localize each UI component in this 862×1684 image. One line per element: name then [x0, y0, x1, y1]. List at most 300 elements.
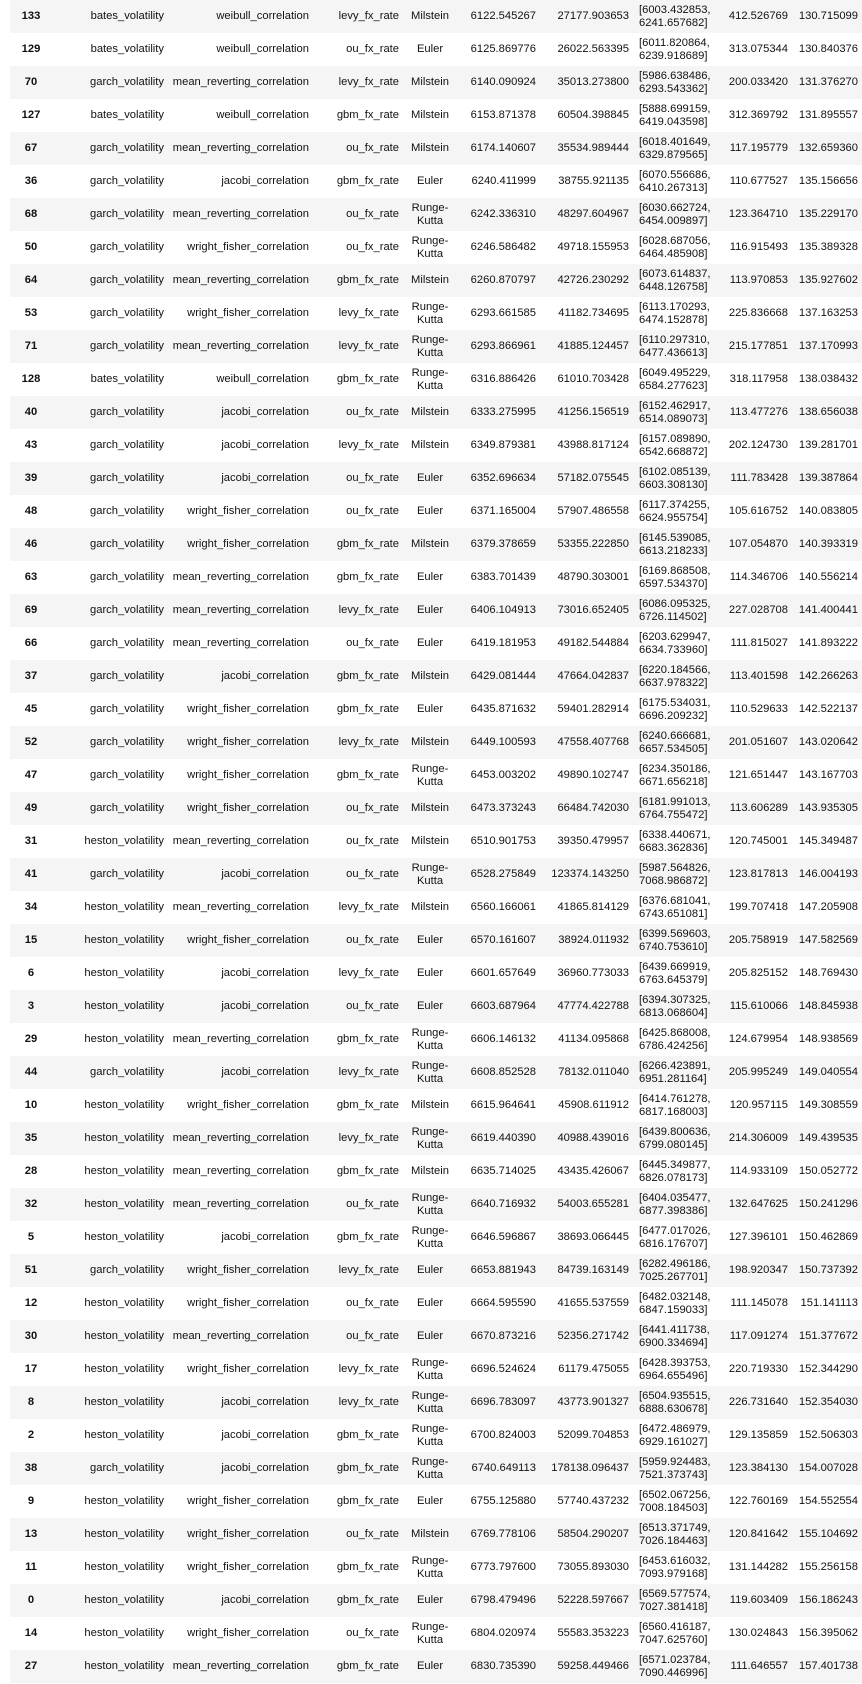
volatility-model-cell: garch_volatility — [90, 472, 164, 485]
metric-b-cell: 150.737392 — [798, 1264, 858, 1277]
mean-cell: 6333.275995 — [470, 406, 536, 419]
volatility-model-cell: heston_volatility — [84, 1495, 164, 1508]
mean-cell: 6615.964641 — [470, 1099, 536, 1112]
fx-rate-model-cell: ou_fx_rate — [346, 802, 399, 815]
mean-cell: 6646.596867 — [470, 1231, 536, 1244]
variance-cell: 52228.597667 — [557, 1594, 629, 1607]
volatility-model-cell: heston_volatility — [84, 1363, 164, 1376]
mean-cell: 6174.140607 — [470, 142, 536, 155]
correlation-model-cell: jacobi_correlation — [221, 472, 309, 485]
volatility-model-cell: heston_volatility — [84, 901, 164, 914]
volatility-model-cell: garch_volatility — [90, 802, 164, 815]
metric-b-cell: 156.186243 — [798, 1594, 858, 1607]
confidence-interval-cell: [6234.350186, 6671.656218] — [639, 763, 711, 788]
table-row — [10, 1188, 862, 1221]
table-row — [10, 33, 862, 66]
results-table — [10, 0, 862, 1683]
metric-a-cell: 202.124730 — [728, 439, 788, 452]
mean-cell: 6769.778106 — [470, 1528, 536, 1541]
correlation-model-cell: wright_fisher_correlation — [187, 538, 309, 551]
volatility-model-cell: garch_volatility — [90, 406, 164, 419]
method-cell: Runge-Kutta — [411, 862, 449, 887]
correlation-model-cell: wright_fisher_correlation — [187, 1099, 309, 1112]
table-row — [10, 495, 862, 528]
metric-b-cell: 140.556214 — [798, 571, 858, 584]
table-row — [10, 429, 862, 462]
correlation-model-cell: jacobi_correlation — [221, 1066, 309, 1079]
table-row — [10, 759, 862, 792]
variance-cell: 73055.893030 — [557, 1561, 629, 1574]
mean-cell: 6435.871632 — [470, 703, 536, 716]
metric-b-cell: 150.052772 — [798, 1165, 858, 1178]
method-cell: Euler — [416, 934, 444, 947]
volatility-model-cell: bates_volatility — [90, 10, 164, 23]
method-cell: Runge-Kutta — [411, 202, 449, 227]
metric-b-cell: 143.167703 — [798, 769, 858, 782]
metric-a-cell: 105.616752 — [728, 505, 788, 518]
fx-rate-model-cell: gbm_fx_rate — [336, 274, 399, 287]
volatility-model-cell: garch_volatility — [90, 868, 164, 881]
confidence-interval-cell: [6266.423891, 6951.281164] — [639, 1060, 711, 1085]
row-index-cell: 67 — [24, 142, 38, 155]
variance-cell: 27177.903653 — [557, 10, 629, 23]
volatility-model-cell: garch_volatility — [90, 1264, 164, 1277]
table-row — [10, 1518, 862, 1551]
fx-rate-model-cell: gbm_fx_rate — [336, 1660, 399, 1673]
method-cell: Milstein — [411, 10, 449, 23]
volatility-model-cell: garch_volatility — [90, 274, 164, 287]
confidence-interval-cell: [6240.666681, 6657.534505] — [639, 730, 711, 755]
metric-a-cell: 120.745001 — [728, 835, 788, 848]
confidence-interval-cell: [6376.681041, 6743.651081] — [639, 895, 711, 920]
metric-b-cell: 132.659360 — [798, 142, 858, 155]
confidence-interval-cell: [6282.496186, 7025.267701] — [639, 1258, 711, 1283]
table-row — [10, 132, 862, 165]
correlation-model-cell: weibull_correlation — [216, 43, 309, 56]
mean-cell: 6740.649113 — [471, 1462, 536, 1475]
row-index-cell: 63 — [24, 571, 38, 584]
metric-b-cell: 130.840376 — [798, 43, 858, 56]
volatility-model-cell: heston_volatility — [84, 1528, 164, 1541]
correlation-model-cell: jacobi_correlation — [221, 967, 309, 980]
volatility-model-cell: garch_volatility — [90, 208, 164, 221]
confidence-interval-cell: [6018.401649, 6329.879565] — [639, 136, 711, 161]
metric-a-cell: 113.970853 — [729, 274, 788, 287]
metric-b-cell: 139.387864 — [798, 472, 858, 485]
variance-cell: 26022.563395 — [557, 43, 629, 56]
method-cell: Euler — [416, 1297, 444, 1310]
mean-cell: 6606.146132 — [470, 1033, 536, 1046]
correlation-model-cell: wright_fisher_correlation — [187, 802, 309, 815]
table-row — [10, 165, 862, 198]
fx-rate-model-cell: levy_fx_rate — [338, 736, 399, 749]
volatility-model-cell: bates_volatility — [90, 373, 164, 386]
confidence-interval-cell: [6003.432853, 6241.657682] — [639, 4, 711, 29]
confidence-interval-cell: [6502.067256, 7008.184503] — [639, 1489, 711, 1514]
correlation-model-cell: wright_fisher_correlation — [187, 505, 309, 518]
mean-cell: 6664.595590 — [470, 1297, 536, 1310]
volatility-model-cell: heston_volatility — [84, 1429, 164, 1442]
fx-rate-model-cell: gbm_fx_rate — [336, 373, 399, 386]
row-index-cell: 14 — [24, 1627, 38, 1640]
mean-cell: 6349.879381 — [470, 439, 536, 452]
method-cell: Milstein — [411, 802, 449, 815]
method-cell: Milstein — [411, 835, 449, 848]
mean-cell: 6419.181953 — [470, 637, 536, 650]
method-cell: Milstein — [411, 1165, 449, 1178]
row-index-cell: 68 — [24, 208, 38, 221]
table-row — [10, 1122, 862, 1155]
volatility-model-cell: heston_volatility — [84, 934, 164, 947]
correlation-model-cell: wright_fisher_correlation — [187, 307, 309, 320]
correlation-model-cell: wright_fisher_correlation — [187, 1627, 309, 1640]
row-index-cell: 53 — [24, 307, 38, 320]
metric-b-cell: 138.656038 — [798, 406, 858, 419]
method-cell: Euler — [416, 571, 444, 584]
volatility-model-cell: heston_volatility — [84, 1231, 164, 1244]
confidence-interval-cell: [6513.371749, 7026.184463] — [639, 1522, 711, 1547]
metric-a-cell: 113.606289 — [729, 802, 788, 815]
method-cell: Euler — [416, 1660, 444, 1673]
variance-cell: 84739.163149 — [557, 1264, 629, 1277]
correlation-model-cell: jacobi_correlation — [221, 1462, 309, 1475]
table-row — [10, 363, 862, 396]
row-index-cell: 29 — [24, 1033, 38, 1046]
fx-rate-model-cell: ou_fx_rate — [346, 1198, 399, 1211]
row-index-cell: 48 — [24, 505, 38, 518]
method-cell: Milstein — [411, 1528, 449, 1541]
fx-rate-model-cell: ou_fx_rate — [346, 1528, 399, 1541]
correlation-model-cell: weibull_correlation — [216, 373, 309, 386]
correlation-model-cell: mean_reverting_correlation — [172, 604, 309, 617]
row-index-cell: 32 — [24, 1198, 38, 1211]
confidence-interval-cell: [6102.085139, 6603.308130] — [639, 466, 711, 491]
metric-a-cell: 205.995249 — [728, 1066, 788, 1079]
confidence-interval-cell: [6181.991013, 6764.755472] — [639, 796, 711, 821]
method-cell: Milstein — [411, 406, 449, 419]
mean-cell: 6379.378659 — [470, 538, 536, 551]
row-index-cell: 5 — [27, 1231, 35, 1244]
metric-a-cell: 113.477276 — [729, 406, 788, 419]
volatility-model-cell: garch_volatility — [90, 538, 164, 551]
metric-b-cell: 131.895557 — [798, 109, 858, 122]
row-index-cell: 8 — [27, 1396, 35, 1409]
variance-cell: 178138.096437 — [551, 1462, 629, 1475]
volatility-model-cell: garch_volatility — [90, 637, 164, 650]
variance-cell: 61010.703428 — [557, 373, 629, 386]
variance-cell: 48297.604967 — [557, 208, 629, 221]
confidence-interval-cell: [6445.349877, 6826.078173] — [639, 1159, 711, 1184]
metric-b-cell: 152.506303 — [798, 1429, 858, 1442]
confidence-interval-cell: [6175.534031, 6696.209232] — [639, 697, 711, 722]
row-index-cell: 69 — [24, 604, 38, 617]
metric-b-cell: 149.439535 — [798, 1132, 858, 1145]
volatility-model-cell: garch_volatility — [90, 340, 164, 353]
row-index-cell: 127 — [21, 109, 41, 122]
row-index-cell: 36 — [24, 175, 38, 188]
mean-cell: 6804.020974 — [470, 1627, 536, 1640]
table-row — [10, 858, 862, 891]
correlation-model-cell: wright_fisher_correlation — [187, 1363, 309, 1376]
row-index-cell: 49 — [24, 802, 38, 815]
confidence-interval-cell: [6110.297310, 6477.436613] — [639, 334, 710, 359]
mean-cell: 6449.100593 — [470, 736, 536, 749]
method-cell: Euler — [416, 1495, 444, 1508]
correlation-model-cell: jacobi_correlation — [221, 1231, 309, 1244]
mean-cell: 6125.869776 — [470, 43, 536, 56]
confidence-interval-cell: [6569.577574, 7027.381418] — [639, 1588, 711, 1613]
volatility-model-cell: heston_volatility — [84, 1000, 164, 1013]
volatility-model-cell: garch_volatility — [90, 604, 164, 617]
table-row — [10, 330, 862, 363]
volatility-model-cell: heston_volatility — [84, 1330, 164, 1343]
variance-cell: 35013.273800 — [557, 76, 629, 89]
table-row — [10, 1353, 862, 1386]
volatility-model-cell: heston_volatility — [84, 1198, 164, 1211]
metric-a-cell: 120.841642 — [728, 1528, 788, 1541]
confidence-interval-cell: [5986.638486, 6293.543362] — [639, 70, 711, 95]
volatility-model-cell: heston_volatility — [84, 835, 164, 848]
metric-b-cell: 151.141113 — [800, 1297, 858, 1310]
metric-b-cell: 142.522137 — [798, 703, 858, 716]
fx-rate-model-cell: levy_fx_rate — [338, 10, 399, 23]
correlation-model-cell: mean_reverting_correlation — [172, 637, 309, 650]
table-row — [10, 1617, 862, 1650]
mean-cell: 6153.871378 — [470, 109, 536, 122]
table-row — [10, 1485, 862, 1518]
variance-cell: 49182.544884 — [557, 637, 629, 650]
mean-cell: 6640.716932 — [470, 1198, 536, 1211]
confidence-interval-cell: [6477.017026, 6816.176707] — [639, 1225, 711, 1250]
mean-cell: 6260.870797 — [470, 274, 536, 287]
method-cell: Euler — [416, 1330, 444, 1343]
metric-a-cell: 199.707418 — [728, 901, 788, 914]
metric-a-cell: 110.529633 — [729, 703, 788, 716]
mean-cell: 6371.165004 — [470, 505, 536, 518]
row-index-cell: 0 — [27, 1594, 35, 1607]
metric-b-cell: 130.715099 — [798, 10, 858, 23]
volatility-model-cell: heston_volatility — [84, 967, 164, 980]
mean-cell: 6246.586482 — [470, 241, 536, 254]
fx-rate-model-cell: ou_fx_rate — [346, 637, 399, 650]
metric-a-cell: 132.647625 — [728, 1198, 788, 1211]
confidence-interval-cell: [6504.935515, 6888.630678] — [639, 1390, 711, 1415]
metric-b-cell: 148.938569 — [798, 1033, 858, 1046]
method-cell: Runge-Kutta — [411, 1060, 449, 1085]
metric-b-cell: 150.462869 — [798, 1231, 858, 1244]
volatility-model-cell: garch_volatility — [90, 769, 164, 782]
metric-a-cell: 412.526769 — [728, 10, 788, 23]
correlation-model-cell: wright_fisher_correlation — [187, 1297, 309, 1310]
table-row — [10, 0, 862, 33]
table-row — [10, 957, 862, 990]
method-cell: Runge-Kutta — [411, 1456, 449, 1481]
fx-rate-model-cell: levy_fx_rate — [338, 1132, 399, 1145]
row-index-cell: 34 — [24, 901, 38, 914]
correlation-model-cell: wright_fisher_correlation — [187, 1264, 309, 1277]
metric-a-cell: 110.677527 — [729, 175, 788, 188]
correlation-model-cell: mean_reverting_correlation — [172, 1660, 309, 1673]
mean-cell: 6510.901753 — [470, 835, 536, 848]
method-cell: Milstein — [411, 901, 449, 914]
volatility-model-cell: garch_volatility — [90, 142, 164, 155]
metric-b-cell: 155.104692 — [798, 1528, 858, 1541]
volatility-model-cell: heston_volatility — [84, 1594, 164, 1607]
metric-b-cell: 148.769430 — [798, 967, 858, 980]
fx-rate-model-cell: ou_fx_rate — [346, 208, 399, 221]
row-index-cell: 41 — [24, 868, 38, 881]
metric-a-cell: 205.758919 — [728, 934, 788, 947]
metric-a-cell: 119.603409 — [729, 1594, 788, 1607]
mean-cell: 6140.090924 — [470, 76, 536, 89]
variance-cell: 123374.143250 — [551, 868, 629, 881]
metric-b-cell: 142.266263 — [798, 670, 858, 683]
metric-a-cell: 111.646557 — [730, 1660, 788, 1673]
volatility-model-cell: garch_volatility — [90, 571, 164, 584]
metric-b-cell: 140.393319 — [798, 538, 858, 551]
method-cell: Milstein — [411, 76, 449, 89]
confidence-interval-cell: [6404.035477, 6877.398386] — [639, 1192, 711, 1217]
confidence-interval-cell: [6070.556686, 6410.267313] — [639, 169, 711, 194]
metric-b-cell: 141.400441 — [798, 604, 858, 617]
volatility-model-cell: bates_volatility — [90, 43, 164, 56]
correlation-model-cell: jacobi_correlation — [221, 1429, 309, 1442]
method-cell: Milstein — [411, 538, 449, 551]
confidence-interval-cell: [6394.307325, 6813.068604] — [639, 994, 711, 1019]
correlation-model-cell: wright_fisher_correlation — [187, 703, 309, 716]
method-cell: Euler — [416, 1594, 444, 1607]
row-index-cell: 51 — [24, 1264, 38, 1277]
confidence-interval-cell: [6220.184566, 6637.978322] — [639, 664, 711, 689]
variance-cell: 48790.303001 — [557, 571, 629, 584]
table-row — [10, 1650, 862, 1683]
mean-cell: 6601.657649 — [470, 967, 536, 980]
method-cell: Euler — [416, 703, 444, 716]
variance-cell: 58504.290207 — [557, 1528, 629, 1541]
mean-cell: 6635.714025 — [470, 1165, 536, 1178]
row-index-cell: 66 — [24, 637, 38, 650]
table-row — [10, 1551, 862, 1584]
mean-cell: 6773.797600 — [470, 1561, 536, 1574]
correlation-model-cell: weibull_correlation — [216, 109, 309, 122]
fx-rate-model-cell: gbm_fx_rate — [336, 1429, 399, 1442]
correlation-model-cell: jacobi_correlation — [221, 1000, 309, 1013]
mean-cell: 6696.524624 — [470, 1363, 536, 1376]
fx-rate-model-cell: gbm_fx_rate — [336, 571, 399, 584]
variance-cell: 41134.095868 — [558, 1033, 629, 1046]
fx-rate-model-cell: ou_fx_rate — [346, 934, 399, 947]
table-row — [10, 1221, 862, 1254]
table-row — [10, 825, 862, 858]
metric-b-cell: 152.354030 — [798, 1396, 858, 1409]
correlation-model-cell: mean_reverting_correlation — [172, 142, 309, 155]
variance-cell: 35534.989444 — [557, 142, 629, 155]
metric-b-cell: 143.020642 — [798, 736, 858, 749]
table-row — [10, 1254, 862, 1287]
table-row — [10, 99, 862, 132]
table-row — [10, 726, 862, 759]
metric-a-cell: 313.075344 — [728, 43, 788, 56]
volatility-model-cell: garch_volatility — [90, 241, 164, 254]
fx-rate-model-cell: levy_fx_rate — [338, 1066, 399, 1079]
metric-b-cell: 140.083805 — [798, 505, 858, 518]
confidence-interval-cell: [6086.095325, 6726.114502] — [639, 598, 711, 623]
mean-cell: 6603.687964 — [470, 1000, 536, 1013]
fx-rate-model-cell: ou_fx_rate — [346, 1297, 399, 1310]
table-row — [10, 528, 862, 561]
fx-rate-model-cell: levy_fx_rate — [338, 901, 399, 914]
metric-a-cell: 131.144282 — [728, 1561, 788, 1574]
correlation-model-cell: jacobi_correlation — [221, 175, 309, 188]
variance-cell: 47774.422788 — [557, 1000, 629, 1013]
metric-b-cell: 155.256158 — [798, 1561, 858, 1574]
correlation-model-cell: mean_reverting_correlation — [172, 274, 309, 287]
mean-cell: 6453.003202 — [470, 769, 536, 782]
metric-a-cell: 123.817813 — [728, 868, 788, 881]
variance-cell: 57907.486558 — [557, 505, 629, 518]
metric-a-cell: 318.117958 — [729, 373, 788, 386]
confidence-interval-cell: [6011.820864, 6239.918689] — [639, 37, 710, 62]
metric-a-cell: 226.731640 — [728, 1396, 788, 1409]
method-cell: Runge-Kutta — [411, 1423, 449, 1448]
metric-a-cell: 111.815027 — [730, 637, 788, 650]
row-index-cell: 17 — [24, 1363, 38, 1376]
fx-rate-model-cell: levy_fx_rate — [338, 439, 399, 452]
fx-rate-model-cell: gbm_fx_rate — [336, 109, 399, 122]
metric-b-cell: 143.935305 — [798, 802, 858, 815]
metric-b-cell: 149.040554 — [798, 1066, 858, 1079]
fx-rate-model-cell: levy_fx_rate — [338, 604, 399, 617]
volatility-model-cell: garch_volatility — [90, 505, 164, 518]
row-index-cell: 12 — [24, 1297, 38, 1310]
method-cell: Milstein — [411, 142, 449, 155]
fx-rate-model-cell: levy_fx_rate — [338, 340, 399, 353]
metric-a-cell: 225.836668 — [728, 307, 788, 320]
metric-a-cell: 117.091274 — [729, 1330, 788, 1343]
volatility-model-cell: heston_volatility — [84, 1165, 164, 1178]
variance-cell: 49890.102747 — [557, 769, 629, 782]
method-cell: Milstein — [411, 670, 449, 683]
method-cell: Runge-Kutta — [411, 1027, 449, 1052]
variance-cell: 49718.155953 — [557, 241, 629, 254]
confidence-interval-cell: [6441.411738, 6900.334694] — [639, 1324, 710, 1349]
table-row — [10, 231, 862, 264]
mean-cell: 6755.125880 — [470, 1495, 536, 1508]
fx-rate-model-cell: gbm_fx_rate — [336, 703, 399, 716]
row-index-cell: 13 — [24, 1528, 38, 1541]
table-row — [10, 1419, 862, 1452]
method-cell: Euler — [416, 1000, 444, 1013]
variance-cell: 41182.734695 — [558, 307, 629, 320]
method-cell: Runge-Kutta — [411, 1225, 449, 1250]
volatility-model-cell: garch_volatility — [90, 1462, 164, 1475]
metric-a-cell: 227.028708 — [728, 604, 788, 617]
metric-a-cell: 122.760169 — [728, 1495, 788, 1508]
row-index-cell: 70 — [24, 76, 38, 89]
variance-cell: 60504.398845 — [557, 109, 629, 122]
volatility-model-cell: garch_volatility — [90, 439, 164, 452]
confidence-interval-cell: [6049.495229, 6584.277623] — [639, 367, 711, 392]
row-index-cell: 45 — [24, 703, 38, 716]
metric-b-cell: 137.163253 — [798, 307, 858, 320]
method-cell: Milstein — [411, 274, 449, 287]
row-index-cell: 37 — [24, 670, 38, 683]
fx-rate-model-cell: ou_fx_rate — [346, 505, 399, 518]
volatility-model-cell: heston_volatility — [84, 1132, 164, 1145]
table-row — [10, 792, 862, 825]
method-cell: Milstein — [411, 109, 449, 122]
fx-rate-model-cell: ou_fx_rate — [346, 406, 399, 419]
